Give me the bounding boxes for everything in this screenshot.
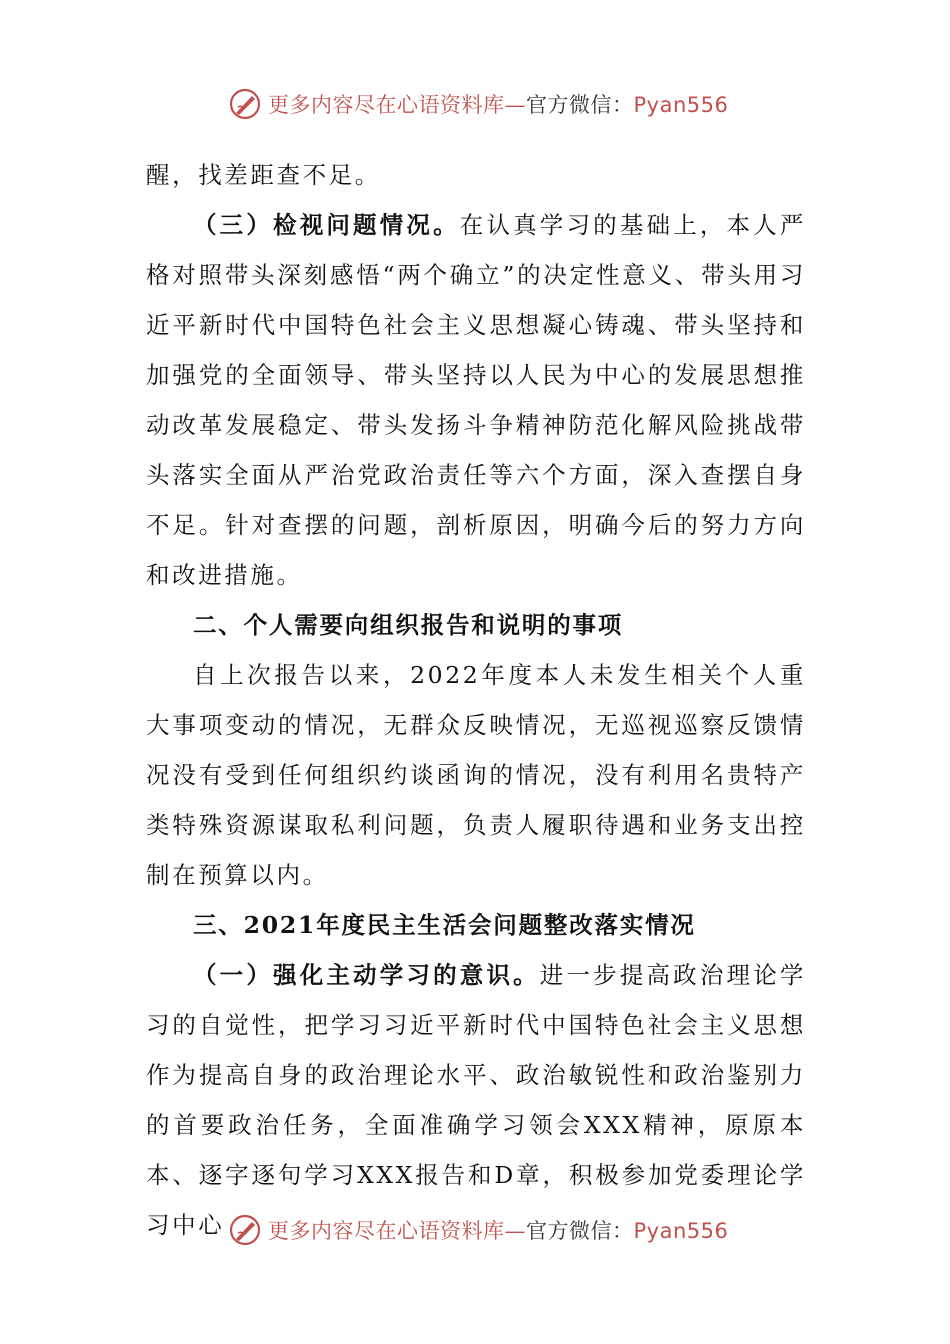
paragraph-continued: 醒，找差距查不足。 xyxy=(146,161,381,189)
document-body xyxy=(146,150,806,1250)
banner-wechat-id: Pyan556 xyxy=(633,1219,729,1243)
paragraph-lead: （一）强化主动学习的意识。 xyxy=(193,961,540,989)
banner-official-label: 官方微信： xyxy=(526,93,634,117)
paragraph-review-problems xyxy=(146,200,806,600)
paragraph-lead: （三）检视问题情况。 xyxy=(193,211,460,239)
banner-site-text: 更多内容尽在心语资料库 xyxy=(268,1219,505,1243)
quill-logo-icon xyxy=(228,87,262,121)
banner-separator: — xyxy=(504,93,526,117)
banner-official-label: 官方微信： xyxy=(526,1219,634,1243)
paragraph-text: 进一步提高政治理论学习的自觉性，把学习习近平新时代中国特色社会主义思想作为提高自身的政治理论水平、政治敏锐性和政治鉴别力的首要政治任务，全面准确学习领会XXX精神，原原本本、逐字逐句学习XXX报告和D章，积极参加党委理论学习中心 xyxy=(146,961,806,1239)
footer-banner xyxy=(228,1212,748,1248)
banner-separator: — xyxy=(504,1219,526,1243)
section-heading-3: 三、2021年度民主生活会问题整改落实情况 xyxy=(193,911,696,939)
paragraph-strengthen-learning xyxy=(146,950,806,1250)
quill-logo-icon xyxy=(228,1213,262,1247)
section-heading-2: 二、个人需要向组织报告和说明的事项 xyxy=(193,611,624,639)
paragraph-text: 在认真学习的基础上，本人严格对照带头深刻感悟“两个确立”的决定性意义、带头用习近平新时代中国特色社会主义思想凝心铸魂、带头坚持和加强党的全面领导、带头坚持以人民为中心的发展思想推动改革发展稳定、带头发扬斗争精神防范化解风险挑战带头落实全面从严治党政治责任等六个方面，深入查摆自身不足。针对查摆的问题，剖析原因，明确今后的努力方向和改进措施。 xyxy=(146,211,807,589)
paragraph-report-items: 自上次报告以来，2022年度本人未发生相关个人重大事项变动的情况，无群众反映情况，无巡视巡察反馈情况没有受到任何组织约谈函询的情况，没有利用名贵特产类特殊资源谋取私利问题，负责人履职待遇和业务支出控制在预算以内。 xyxy=(146,661,806,889)
banner-wechat-id: Pyan556 xyxy=(633,93,729,117)
header-banner xyxy=(228,86,748,122)
banner-site-text: 更多内容尽在心语资料库 xyxy=(268,93,505,117)
